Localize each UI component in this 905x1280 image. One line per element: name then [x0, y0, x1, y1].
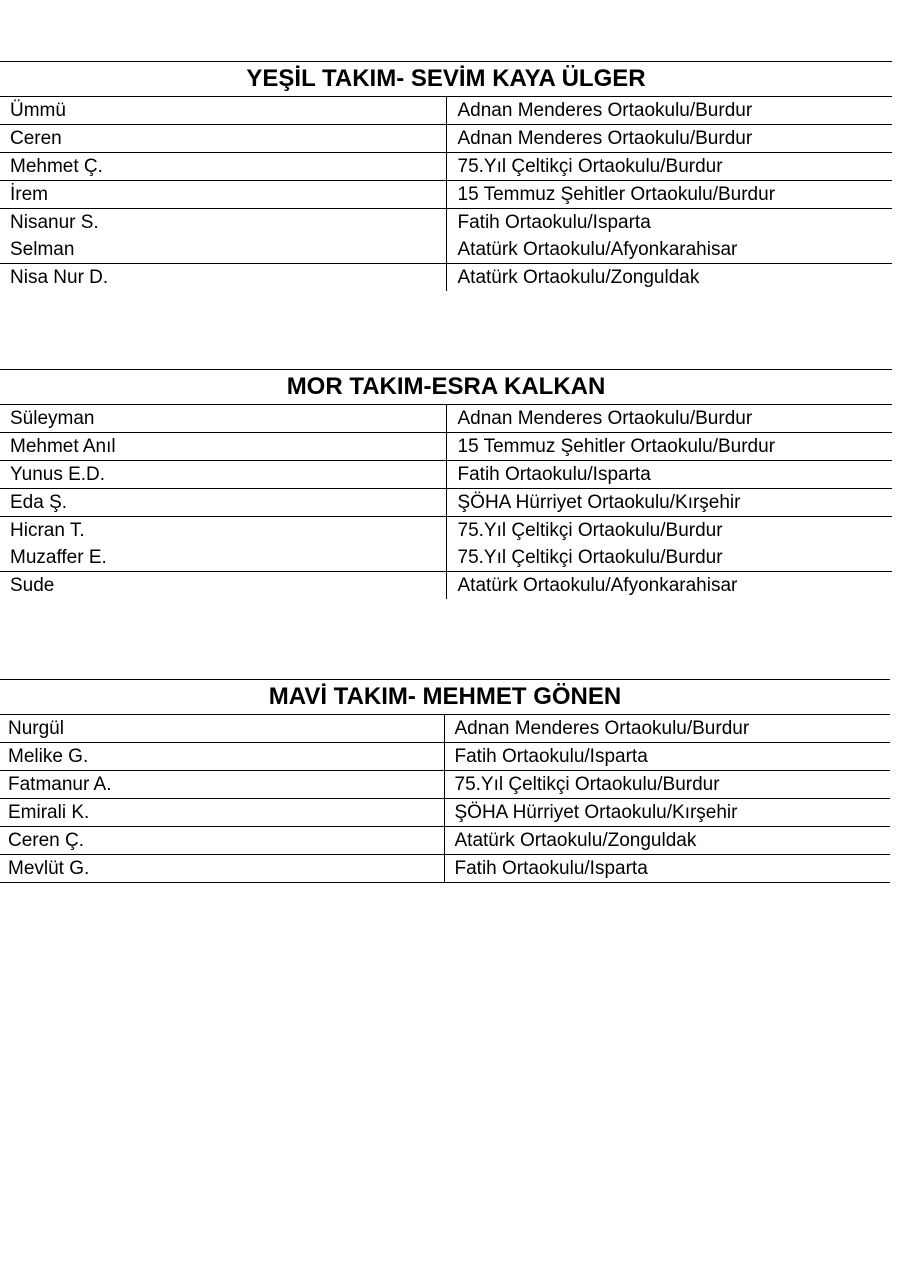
team-title: MOR TAKIM-ESRA KALKAN — [0, 370, 892, 405]
school-name: ŞÖHA Hürriyet Ortaokulu/Kırşehir — [444, 799, 890, 827]
table-row — [0, 181, 892, 209]
student-name: Nisanur S. — [0, 209, 446, 237]
student-name: Süleyman — [0, 405, 446, 433]
table-row — [0, 236, 892, 264]
school-name: 75.Yıl Çeltikçi Ortaokulu/Burdur — [446, 153, 892, 181]
school-name: Fatih Ortaokulu/Isparta — [444, 855, 890, 883]
table-row — [0, 855, 890, 883]
student-name: Ümmü — [0, 97, 446, 125]
student-name: Mehmet Anıl — [0, 433, 446, 461]
school-name: Adnan Menderes Ortaokulu/Burdur — [444, 715, 890, 743]
table-row — [0, 264, 892, 292]
school-name: Adnan Menderes Ortaokulu/Burdur — [446, 97, 892, 125]
school-name: 15 Temmuz Şehitler Ortaokulu/Burdur — [446, 181, 892, 209]
team-table-blue — [0, 679, 890, 883]
table-row — [0, 827, 890, 855]
student-name: Ceren — [0, 125, 446, 153]
school-name: Adnan Menderes Ortaokulu/Burdur — [446, 405, 892, 433]
student-name: Nisa Nur D. — [0, 264, 446, 292]
student-name: Selman — [0, 236, 446, 264]
table-row — [0, 715, 890, 743]
school-name: 75.Yıl Çeltikçi Ortaokulu/Burdur — [444, 771, 890, 799]
student-name: Eda Ş. — [0, 489, 446, 517]
student-name: Ceren Ç. — [0, 827, 444, 855]
table-row — [0, 517, 892, 545]
student-name: Emirali K. — [0, 799, 444, 827]
school-name: 15 Temmuz Şehitler Ortaokulu/Burdur — [446, 433, 892, 461]
table-row — [0, 461, 892, 489]
student-name: Mevlüt G. — [0, 855, 444, 883]
school-name: Adnan Menderes Ortaokulu/Burdur — [446, 125, 892, 153]
table-row — [0, 799, 890, 827]
school-name: Atatürk Ortaokulu/Zonguldak — [444, 827, 890, 855]
student-name: Nurgül — [0, 715, 444, 743]
student-name: Melike G. — [0, 743, 444, 771]
school-name: Atatürk Ortaokulu/Afyonkarahisar — [446, 572, 892, 600]
student-name: Fatmanur A. — [0, 771, 444, 799]
student-name: Muzaffer E. — [0, 544, 446, 572]
student-name: Yunus E.D. — [0, 461, 446, 489]
student-name: İrem — [0, 181, 446, 209]
student-name: Hicran T. — [0, 517, 446, 545]
table-row — [0, 153, 892, 181]
table-row — [0, 97, 892, 125]
student-name: Mehmet Ç. — [0, 153, 446, 181]
table-row — [0, 489, 892, 517]
school-name: ŞÖHA Hürriyet Ortaokulu/Kırşehir — [446, 489, 892, 517]
school-name: Fatih Ortaokulu/Isparta — [446, 461, 892, 489]
team-title: MAVİ TAKIM- MEHMET GÖNEN — [0, 680, 890, 715]
school-name: 75.Yıl Çeltikçi Ortaokulu/Burdur — [446, 517, 892, 545]
team-table-purple — [0, 369, 892, 599]
table-row — [0, 743, 890, 771]
table-row — [0, 125, 892, 153]
school-name: Atatürk Ortaokulu/Afyonkarahisar — [457, 239, 738, 260]
school-name: 75.Yıl Çeltikçi Ortaokulu/Burdur — [457, 547, 723, 568]
table-row — [0, 433, 892, 461]
team-table-green — [0, 61, 892, 291]
team-title: YEŞİL TAKIM- SEVİM KAYA ÜLGER — [0, 62, 892, 97]
table-row — [0, 544, 892, 572]
table-row — [0, 771, 890, 799]
table-row — [0, 405, 892, 433]
school-name: Atatürk Ortaokulu/Zonguldak — [446, 264, 892, 292]
school-name: Fatih Ortaokulu/Isparta — [444, 743, 890, 771]
school-name: Fatih Ortaokulu/Isparta — [446, 209, 892, 237]
table-row — [0, 572, 892, 600]
student-name: Sude — [0, 572, 446, 600]
table-row — [0, 209, 892, 237]
